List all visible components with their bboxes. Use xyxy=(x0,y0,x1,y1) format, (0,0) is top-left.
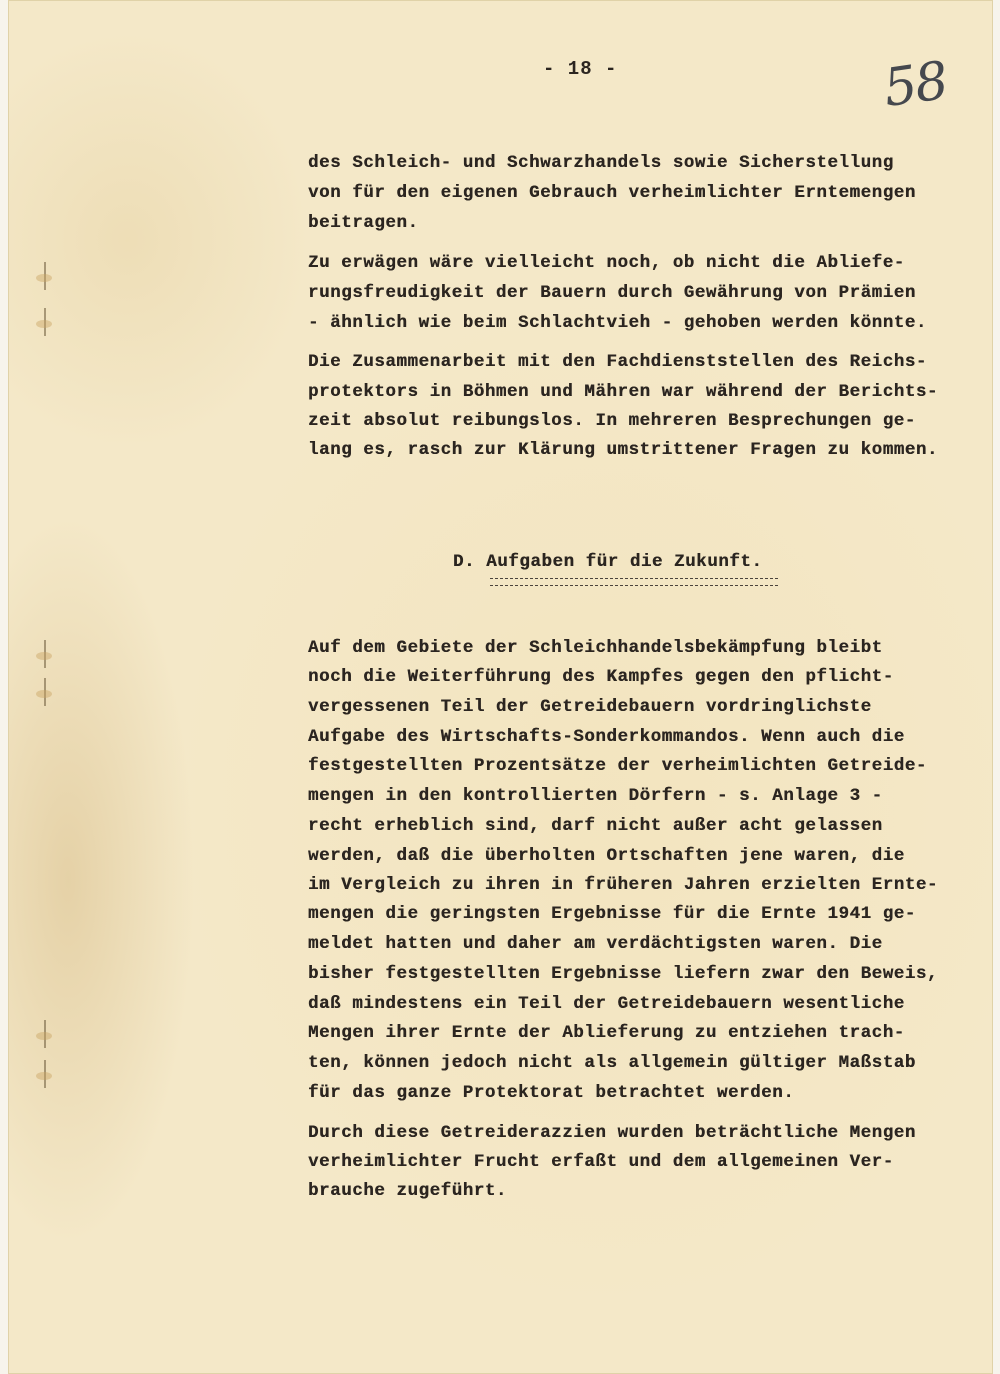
heading-underline xyxy=(490,578,778,586)
text-line: im Vergleich zu ihren in früheren Jahren erzielten Ernte- xyxy=(308,875,938,895)
text-line: festgestellten Prozentsätze der verheimlichten Getreide- xyxy=(308,756,927,776)
punch-hole-mark xyxy=(34,318,58,332)
text-line: von für den eigenen Gebrauch verheimlichter Erntemengen xyxy=(308,183,916,203)
text-line: lang es, rasch zur Klärung umstrittener Fragen zu kommen. xyxy=(308,440,938,460)
punch-hole-mark xyxy=(34,1070,58,1084)
text-line: beitragen. xyxy=(308,213,419,233)
text-line: Zu erwägen wäre vielleicht noch, ob nicht die Abliefe- xyxy=(308,253,905,273)
punch-hole-mark xyxy=(34,272,58,286)
text-line: mengen in den kontrollierten Dörfern - s. Anlage 3 - xyxy=(308,786,883,806)
text-line: Durch diese Getreiderazzien wurden beträchtliche Mengen xyxy=(308,1123,916,1143)
text-line: protektors in Böhmen und Mähren war während der Berichts- xyxy=(308,382,938,402)
punch-hole-mark xyxy=(34,1030,58,1044)
text-line: mengen die geringsten Ergebnisse für die Ernte 1941 ge- xyxy=(308,904,916,924)
text-line: vergessenen Teil der Getreidebauern vordringlichste xyxy=(308,697,872,717)
text-line: meldet hatten und daher am verdächtigsten waren. Die xyxy=(308,934,883,954)
punch-hole-mark xyxy=(34,688,58,702)
text-line: für das ganze Protektorat betrachtet werden. xyxy=(308,1083,795,1103)
text-line: verheimlichter Frucht erfaßt und dem allgemeinen Ver- xyxy=(308,1152,894,1172)
text-line: Mengen ihrer Ernte der Ablieferung zu entziehen trach- xyxy=(308,1023,905,1043)
text-line: recht erheblich sind, darf nicht außer acht gelassen xyxy=(308,816,883,836)
text-line: rungsfreudigkeit der Bauern durch Gewährung von Prämien xyxy=(308,283,916,303)
handwritten-folio-number: 58 xyxy=(880,50,951,120)
text-line: noch die Weiterführung des Kampfes gegen den pflicht- xyxy=(308,667,894,687)
text-line: Die Zusammenarbeit mit den Fachdienststellen des Reichs- xyxy=(308,352,927,372)
section-heading: D. Aufgaben für die Zukunft. xyxy=(453,552,763,572)
text-line: ten, können jedoch nicht als allgemein gültiger Maßstab xyxy=(308,1053,916,1073)
text-line: Auf dem Gebiete der Schleichhandelsbekämpfung bleibt xyxy=(308,638,883,658)
punch-hole-mark xyxy=(34,650,58,664)
text-line: - ähnlich wie beim Schlachtvieh - gehoben werden könnte. xyxy=(308,313,927,333)
text-line: daß mindestens ein Teil der Getreidebauern wesentliche xyxy=(308,994,905,1014)
text-line: brauche zugeführt. xyxy=(308,1181,507,1201)
text-line: zeit absolut reibungslos. In mehreren Besprechungen ge- xyxy=(308,411,916,431)
document-page xyxy=(8,0,993,1374)
text-line: bisher festgestellten Ergebnisse liefern zwar den Beweis, xyxy=(308,964,938,984)
text-line: werden, daß die überholten Ortschaften jene waren, die xyxy=(308,846,905,866)
page-number: - 18 - xyxy=(543,58,618,80)
text-line: Aufgabe des Wirtschafts-Sonderkommandos. Wenn auch die xyxy=(308,727,905,747)
text-line: des Schleich- und Schwarzhandels sowie Sicherstellung xyxy=(308,153,894,173)
